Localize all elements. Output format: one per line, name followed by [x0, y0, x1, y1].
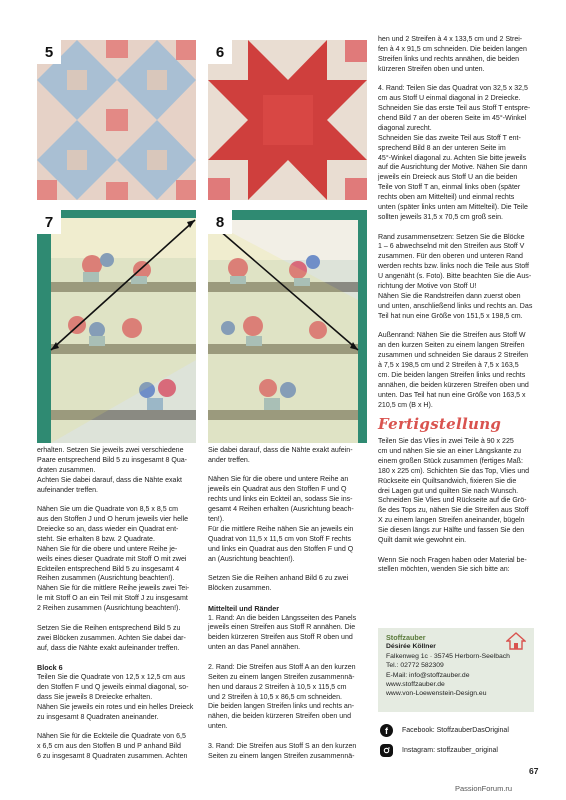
- text-line: unten. Das Teil hat nun eine Größe von 163,5 x: [378, 391, 526, 399]
- text-line: weils eines dieser Quadrate mit Stoff O mit zwei: [37, 555, 187, 563]
- text-line: Nähen Sie für die Eckteile die Quadrate von 6,5: [37, 733, 186, 741]
- text-line: richtung der Motive von Stoff U!: [378, 283, 477, 291]
- text-column-1: [37, 446, 199, 762]
- col3-paragraph-e: [378, 437, 540, 546]
- quilt-block-5-image: [37, 40, 196, 200]
- text-line: an (Ausrichtung beachten!).: [208, 555, 295, 563]
- text-line: Nähen Sie jeweils ein rotes und ein helles Dreieck: [37, 703, 194, 711]
- contact-box: [378, 628, 534, 712]
- text-line: diagonal zurecht.: [378, 124, 432, 132]
- col2-paragraph-d: [208, 614, 370, 654]
- text-line: le mit Stoff O an ein Teil mit Stoff J zu insgesamt: [37, 595, 188, 603]
- text-line: Achten Sie dabei darauf, dass die Nähte exakt: [37, 476, 182, 484]
- house-icon: [506, 632, 526, 650]
- text-line: cm. Die beiden langen Streifen links und rechts: [378, 371, 526, 379]
- text-line: Rand zusammensetzen: Setzen Sie die Blöcke: [378, 233, 525, 241]
- text-line: Seiten zu einem langen Streifen zusammennä-: [208, 673, 355, 681]
- col1-paragraph-a: [37, 446, 199, 496]
- text-line: U angenäht (s. Foto). Bitte beachten Sie die Aus-: [378, 273, 532, 281]
- text-line: unten.: [208, 723, 228, 731]
- instagram-handle: Instagram: stoffzauber_original: [402, 747, 498, 754]
- text-line: Wenn Sie noch Fragen haben oder Material be-: [378, 556, 527, 564]
- text-line: zwei Blöcken zusammen. Achten Sie dabei dar-: [37, 634, 186, 642]
- text-line: kürzeren Streifen oben und unten.: [378, 65, 485, 73]
- text-line: Außenrand: Nähen Sie die Streifen aus Stoff W: [378, 332, 526, 340]
- fabric-cut-7-image: [37, 210, 196, 443]
- text-line: Streifen links und rechts annähen, die beiden: [378, 55, 520, 63]
- text-line: 4. Rand: Teilen Sie das Quadrat von 32,5 x 32,5: [378, 85, 528, 93]
- text-line: Seiten zu einem langen Streifen zusammennä-: [208, 752, 355, 760]
- text-line: 45°-Winkel diagonal zu. Achten Sie bitte jeweils: [378, 154, 527, 162]
- text-line: steht. Sie erhalten 8 bzw. 2 Quadrate.: [37, 535, 155, 543]
- text-line: Die beiden langen Streifen links und rechts an-: [208, 703, 355, 711]
- text-line: werden rechts bzw. links noch die Teile aus Stoff: [378, 263, 529, 271]
- contact-address: Falkenweg 1c · 35745 Herborn-Seelbach: [386, 652, 510, 660]
- text-line: und 2 Streifen à 10,5 x 86,5 cm schneiden.: [208, 693, 342, 701]
- col3-paragraph-c: [378, 233, 540, 322]
- text-line: rechts und links ein Eckteil an, sodass Sie ins-: [208, 496, 353, 504]
- text-line: Nähen Sie für die mittlere Reihe jeweils zwei Tei-: [37, 585, 190, 593]
- text-line: Nähen Sie für die obere und untere Reihe je-: [37, 545, 178, 553]
- text-line: Blöcken zusammen.: [208, 585, 272, 593]
- text-line: auf die Ausrichtung der Motive. Nähen Sie dann: [378, 164, 528, 172]
- text-line: 1. Rand: An die beiden Längsseiten des Panels: [208, 614, 357, 622]
- watermark-text: PassionForum.ru: [455, 784, 513, 793]
- text-line: fen à 4 x 91,5 cm schneiden. Die beiden langen: [378, 45, 527, 53]
- photo-fabric-cut-7: [37, 210, 196, 443]
- col1-heading-block-6: Block 6: [37, 663, 63, 672]
- text-line: unten (später links unten am Mittelteil). Die Teile: [378, 204, 528, 212]
- photo-number-8: 8: [208, 210, 232, 234]
- text-column-3: [378, 35, 540, 575]
- text-line: Setzen Sie die Reihen entsprechend Bild 5 zu: [37, 624, 181, 632]
- facebook-row[interactable]: [380, 724, 509, 737]
- text-line: unten an das Panel annähen.: [208, 644, 301, 652]
- text-line: Teil hat nun eine Größe von 151,5 x 198,5 cm.: [378, 312, 523, 320]
- instagram-icon: [380, 744, 393, 757]
- col1-paragraph-d: [37, 673, 199, 723]
- text-line: Schneiden Sie das erste Teil aus Stoff T entspre-: [378, 105, 531, 113]
- contact-shop-name: Stoffzauber: [386, 633, 426, 642]
- text-line: Schneiden Sie Vlies und Rückseite auf die Grö-: [378, 497, 527, 505]
- text-line: Reihen zusammen (Ausrichtung beachten!).: [37, 575, 175, 583]
- text-line: Teilen Sie das Vlies in zwei Teile à 90 x 225: [378, 438, 514, 445]
- text-line: stellen möchten, wenden Sie sich bitte an:: [378, 566, 510, 574]
- col3-paragraph-d: [378, 331, 540, 410]
- text-line: nähen, die beiden kürzeren Streifen oben und: [208, 713, 352, 721]
- fabric-cut-8-image: [208, 210, 367, 443]
- contact-website-1[interactable]: www.stoffzauber.de: [386, 681, 445, 689]
- text-line: Teile von Stoff T an, einmal links oben (später: [378, 184, 521, 192]
- col2-paragraph-f: [208, 742, 370, 762]
- contact-website-2[interactable]: www.von-Loewenstein-Design.eu: [386, 690, 487, 698]
- text-line: Quilt damit wie gewohnt ein.: [378, 537, 467, 545]
- col1-paragraph-e: [37, 732, 199, 762]
- text-line: zu insgesamt 8 Quadraten aneinander.: [37, 713, 159, 721]
- text-line: und unten, anschließend links und rechts an. Das: [378, 302, 533, 310]
- section-title-fertigstellung: Fertigstellung: [378, 415, 502, 434]
- text-line: Teilen Sie die Quadrate von 12,5 x 12,5 cm aus: [37, 674, 186, 681]
- facebook-handle: Facebook: StoffzauberDasOriginal: [402, 727, 509, 734]
- col3-paragraph-a: [378, 35, 540, 75]
- text-line: rechts oben am Mittelteil) und einmal rechts: [378, 194, 515, 202]
- text-line: Nähen Sie für die obere und untere Reihe an: [208, 476, 349, 484]
- text-line: Sie diesen längs zur Hälfte und fassen Sie den: [378, 527, 525, 535]
- text-line: und links ein Quadrat aus den Stoffen F und Q: [208, 545, 354, 553]
- text-line: 2. Rand: Die Streifen aus Stoff A an den kurzen: [208, 663, 356, 671]
- text-line: den Stoffen F und Q jeweils einmal diagonal, so-: [37, 683, 189, 691]
- text-line: hen und daraus 2 Streifen à 10,5 x 115,5 cm: [208, 683, 347, 691]
- col2-paragraph-c: [208, 574, 370, 594]
- text-line: 2 Reihen zusammen (Ausrichtung beachten!).: [37, 605, 181, 613]
- text-line: 1 – 6 abwechselnd mit den Streifen aus Stoff V: [378, 243, 525, 251]
- text-line: 3. Rand: Die Streifen aus Stoff S an den kurzen: [208, 742, 357, 750]
- text-line: jeweils ein Quadrat aus den Stoffen F und Q: [208, 486, 347, 494]
- text-line: sprechend Bild 8 an der unteren Seite im: [378, 144, 506, 152]
- text-line: annähen, die beiden kürzeren Streifen oben und: [378, 381, 529, 389]
- text-line: chend Bild 7 an der oberen Seite im 45°-Winkel: [378, 114, 527, 122]
- text-line: X zu einem langen Streifen aneinander, bügeln: [378, 517, 525, 525]
- text-line: Sie dabei darauf, dass die Nähte exakt aufein-: [208, 447, 353, 454]
- text-line: aufeinander treffen.: [37, 486, 98, 494]
- col1-paragraph-c: [37, 624, 199, 654]
- text-line: erhalten. Setzen Sie jeweils zwei verschiedene: [37, 447, 184, 454]
- text-column-2: [208, 446, 370, 762]
- text-line: Eckteilen entsprechend Bild 5 zu insgesamt 4: [37, 565, 180, 573]
- photo-fabric-cut-8: [208, 210, 367, 443]
- text-line: jeweils einen Streifen aus Stoff R annähen. Die: [208, 624, 356, 632]
- text-line: Quadrat von 11,5 x 11,5 cm von Stoff F rechts: [208, 535, 351, 543]
- col3-paragraph-f: [378, 556, 540, 576]
- text-line: 210,5 cm (B x H).: [378, 401, 433, 409]
- col2-paragraph-b: [208, 475, 370, 564]
- text-line: x 6,5 cm aus den Stoffen B und P anhand Bild: [37, 743, 181, 751]
- text-line: Für die mittlere Reihe nähen Sie an jeweils ein: [208, 525, 354, 533]
- text-line: gesamt 4 Reihen erhalten (Ausrichtung beach-: [208, 506, 354, 514]
- instagram-row[interactable]: [380, 744, 498, 757]
- photo-number-7: 7: [37, 210, 61, 234]
- text-line: 6 zu insgesamt 8 Quadraten zusammen. Achten: [37, 752, 188, 760]
- col2-paragraph-e: [208, 663, 370, 732]
- text-line: Schneiden Sie das zweite Teil aus Stoff T ent-: [378, 134, 521, 142]
- photo-number-6: 6: [208, 40, 232, 64]
- photo-number-5: 5: [37, 40, 61, 64]
- quilt-block-6-image: [208, 40, 367, 200]
- text-line: ander treffen.: [208, 456, 250, 464]
- contact-email[interactable]: E-Mail: info@stoffzauber.de: [386, 671, 470, 679]
- facebook-icon: f: [380, 724, 393, 737]
- text-line: drei Lagen gut und quilten Sie nach Wunsch.: [378, 487, 519, 495]
- text-line: Setzen Sie die Reihen anhand Bild 6 zu zwei: [208, 575, 349, 583]
- col2-paragraph-a: [208, 446, 370, 466]
- col3-paragraph-b: [378, 84, 540, 223]
- text-line: à 7,5 x 198,5 cm und 2 Streifen à 7,5 x 163,5: [378, 361, 519, 369]
- text-line: hen und 2 Streifen à 4 x 133,5 cm und 2 Strei-: [378, 36, 523, 43]
- text-line: ße des Tops zu, nähen Sie die Streifen aus Stoff: [378, 507, 529, 515]
- text-line: cm und nähen Sie sie an einer Längskante zu: [378, 447, 521, 455]
- photo-block-6: [208, 40, 367, 200]
- text-line: draten zusammen.: [37, 466, 96, 474]
- text-line: cm aus Stoff U einmal diagonal in 2 Dreiecke.: [378, 95, 521, 103]
- text-line: dass Sie jeweils 8 Dreiecke erhalten.: [37, 693, 153, 701]
- text-line: ten!).: [208, 516, 225, 524]
- text-line: zusammen und schneiden Sie daraus 2 Streifen: [378, 352, 529, 360]
- text-line: zusammen. Für den oberen und unteren Rand: [378, 253, 523, 261]
- text-line: Nähen Sie um die Quadrate von 8,5 x 8,5 cm: [37, 506, 179, 514]
- text-line: Paare entsprechend Bild 5 zu insgesamt 8 Qua-: [37, 456, 188, 464]
- contact-person-name: Désirée Köllner: [386, 643, 436, 651]
- text-line: Rückseite ein Quiltsandwich, fixieren Sie die: [378, 477, 517, 485]
- text-line: beiden kürzeren Streifen aus Stoff R oben und: [208, 634, 353, 642]
- page-number: 67: [529, 766, 539, 776]
- text-line: 180 x 225 cm). Schichten Sie das Top, Vlies und: [378, 467, 530, 475]
- col2-heading-mittelteil: Mittelteil und Ränder: [208, 603, 280, 613]
- text-line: Nähen Sie die Randstreifen dann zuerst oben: [378, 292, 521, 300]
- text-line: jeweils ein Dreieck aus Stoff U an die beiden: [378, 174, 518, 182]
- text-line: sollten jeweils 31,5 x 70,5 cm groß sein.: [378, 214, 503, 221]
- contact-phone: Tel.: 02772 582309: [386, 662, 444, 670]
- text-line: einem großen Stück zusammen (fertiges Maß:: [378, 457, 523, 465]
- text-line: Dreiecke so an, dass wieder ein Quadrat ent-: [37, 525, 179, 533]
- text-line: auf, dass die Nähte exakt aufeinander treffen.: [37, 644, 180, 652]
- photo-block-5: [37, 40, 196, 200]
- text-line: aus den Stoffen J und O herum jeweils vier helle: [37, 516, 189, 524]
- text-line: an den kurzen Seiten zu einem langen Streifen: [378, 342, 525, 350]
- col1-paragraph-b: [37, 505, 199, 614]
